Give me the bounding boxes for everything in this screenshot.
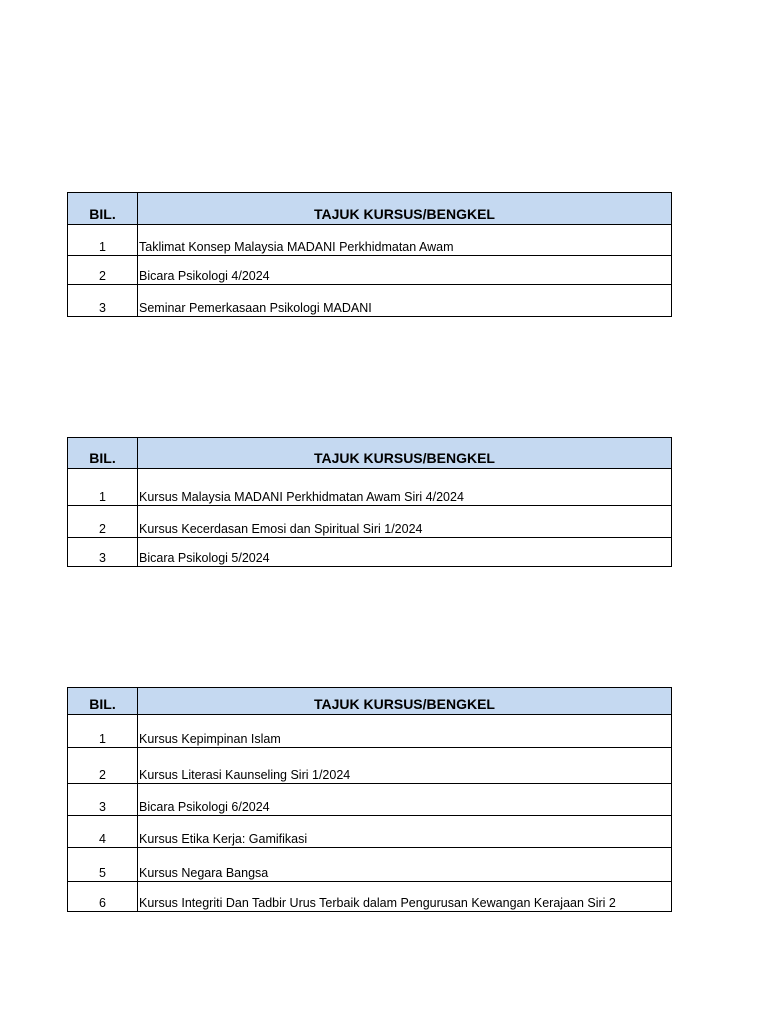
course-title: Bicara Psikologi 4/2024 (138, 256, 672, 285)
table-row (68, 748, 672, 784)
row-number: 2 (68, 748, 138, 784)
row-number: 3 (68, 285, 138, 317)
row-number: 6 (68, 882, 138, 912)
row-number: 3 (68, 538, 138, 567)
course-title: Kursus Kepimpinan Islam (138, 715, 672, 748)
table-row (68, 882, 672, 912)
table-header-row (68, 688, 672, 715)
course-title: Kursus Negara Bangsa (138, 848, 672, 882)
table-header-row (68, 193, 672, 225)
row-number: 1 (68, 225, 138, 256)
column-header-bil: BIL. (68, 193, 138, 225)
row-number: 2 (68, 256, 138, 285)
column-header-tajuk: TAJUK KURSUS/BENGKEL (138, 688, 672, 715)
course-title: Kursus Literasi Kaunseling Siri 1/2024 (138, 748, 672, 784)
course-title: Kursus Integriti Dan Tadbir Urus Terbaik dalam Pengurusan Kewangan Kerajaan Siri 2 (138, 882, 672, 912)
course-table-2 (67, 437, 672, 567)
row-number: 4 (68, 816, 138, 848)
table-row (68, 285, 672, 317)
column-header-bil: BIL. (68, 438, 138, 469)
course-title: Taklimat Konsep Malaysia MADANI Perkhidmatan Awam (138, 225, 672, 256)
course-title: Kursus Etika Kerja: Gamifikasi (138, 816, 672, 848)
table-row (68, 256, 672, 285)
row-number: 5 (68, 848, 138, 882)
table-row (68, 816, 672, 848)
table-header-row (68, 438, 672, 469)
course-title: Bicara Psikologi 5/2024 (138, 538, 672, 567)
row-number: 1 (68, 469, 138, 506)
table-row (68, 538, 672, 567)
table-row (68, 506, 672, 538)
column-header-bil: BIL. (68, 688, 138, 715)
table-row (68, 715, 672, 748)
course-title: Bicara Psikologi 6/2024 (138, 784, 672, 816)
table-row (68, 848, 672, 882)
course-title: Seminar Pemerkasaan Psikologi MADANI (138, 285, 672, 317)
column-header-tajuk: TAJUK KURSUS/BENGKEL (138, 438, 672, 469)
course-table-1 (67, 192, 672, 317)
course-title: Kursus Kecerdasan Emosi dan Spiritual Siri 1/2024 (138, 506, 672, 538)
row-number: 1 (68, 715, 138, 748)
course-title: Kursus Malaysia MADANI Perkhidmatan Awam Siri 4/2024 (138, 469, 672, 506)
row-number: 2 (68, 506, 138, 538)
table-row (68, 469, 672, 506)
table-row (68, 225, 672, 256)
row-number: 3 (68, 784, 138, 816)
column-header-tajuk: TAJUK KURSUS/BENGKEL (138, 193, 672, 225)
table-row (68, 784, 672, 816)
course-table-3 (67, 687, 672, 912)
